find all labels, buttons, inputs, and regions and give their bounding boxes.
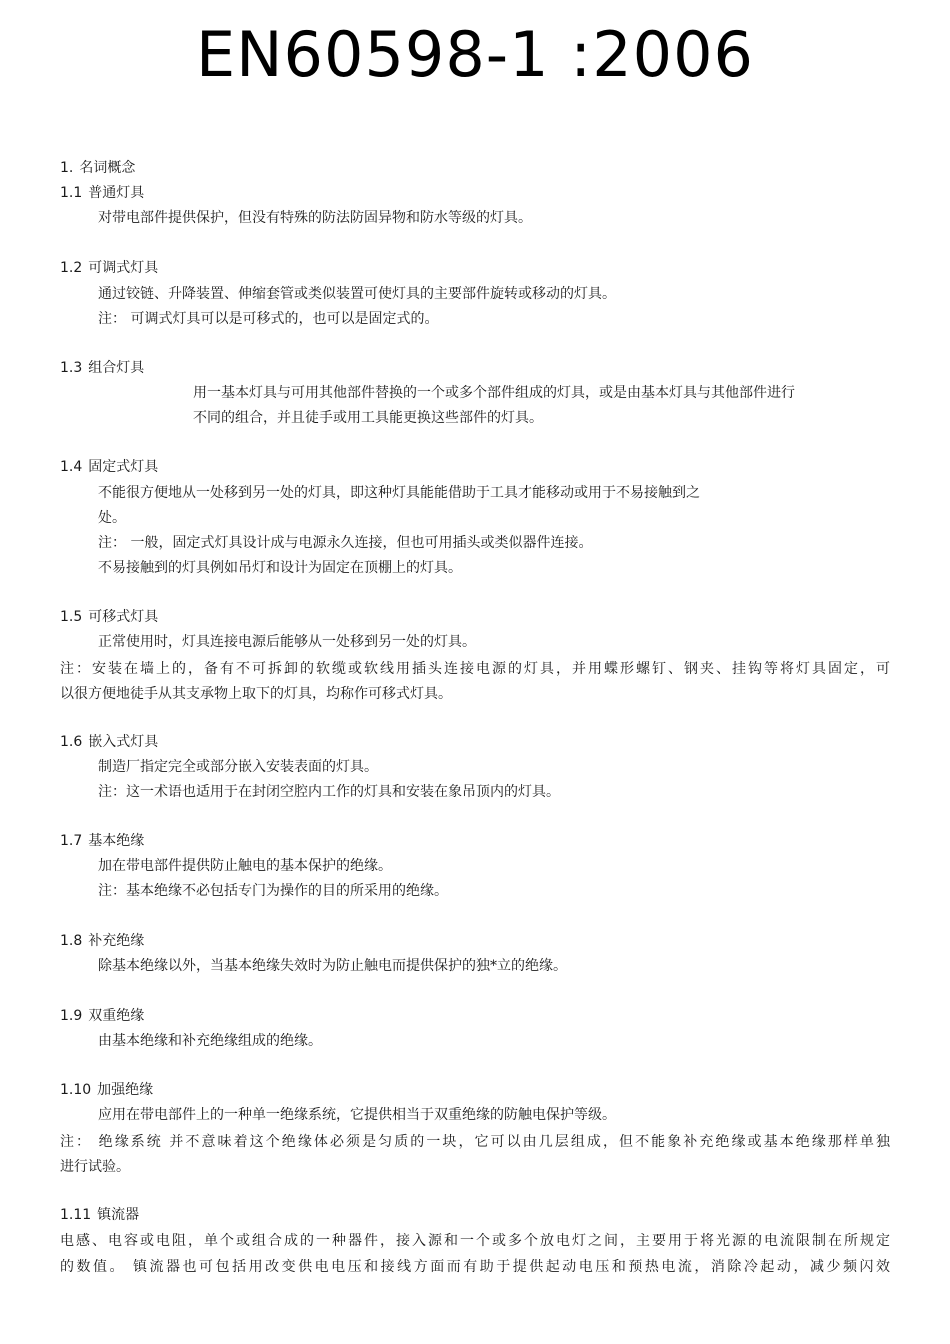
- item-heading-1-1: [60, 183, 144, 203]
- item-heading-1-2: [60, 258, 158, 278]
- definition-text: 制造厂指定完全或部分嵌入安装表面的灯具。: [98, 759, 378, 775]
- item-number: 1.7: [60, 833, 83, 849]
- definition-text: 处。: [98, 510, 126, 526]
- item-number: 1.4: [60, 459, 83, 475]
- item-label: 双重绝缘: [88, 1008, 145, 1024]
- item-label: 补充绝缘: [88, 933, 145, 949]
- note-text: 注： 绝缘系统 并不意味着这个绝缘体必须是匀质的一块，它可以由几层组成，但不能象补充绝缘或基本绝缘那样单独: [60, 1134, 890, 1150]
- item-number: 1.6: [60, 734, 83, 750]
- item-label: 加强绝缘: [97, 1082, 154, 1098]
- document-title: EN60598-1 :2006: [196, 18, 754, 91]
- item-label: 固定式灯具: [88, 459, 159, 475]
- item-label: 镇流器: [97, 1207, 140, 1223]
- item-heading-1-5: [60, 607, 158, 627]
- definition-text: 应用在带电部件上的一种单一绝缘系统，它提供相当于双重绝缘的防触电保护等级。: [98, 1107, 616, 1123]
- item-label: 可移式灯具: [88, 609, 159, 625]
- item-label: 嵌入式灯具: [88, 734, 159, 750]
- item-number: 1.5: [60, 609, 83, 625]
- section-heading: [60, 158, 135, 178]
- item-number: 1.8: [60, 933, 83, 949]
- definition-text: 除基本绝缘以外，当基本绝缘失效时为防止触电而提供保护的独*立的绝缘。: [98, 958, 567, 974]
- definition-text: 不能很方便地从一处移到另一处的灯具，即这种灯具能能借助于工具才能移动或用于不易接触到之: [98, 485, 700, 501]
- item-heading-1-3: [60, 358, 144, 378]
- definition-text: 电感、电容或电阻，单个或组合成的一种器件，接入源和一个或多个放电灯之间，主要用于将光源的电流限制在所规定: [60, 1233, 890, 1249]
- note-text: 进行试验。: [60, 1159, 130, 1175]
- note-text: 注： 一般，固定式灯具设计成与电源永久连接，但也可用插头或类似器件连接。: [98, 535, 593, 551]
- item-label: 组合灯具: [88, 360, 145, 376]
- note-text: 注： 可调式灯具可以是可移式的，也可以是固定式的。: [98, 311, 439, 327]
- definition-text: 对带电部件提供保护，但没有特殊的防法防固异物和防水等级的灯具。: [98, 210, 532, 226]
- definition-text: 由基本绝缘和补充绝缘组成的绝缘。: [98, 1033, 322, 1049]
- item-number: 1.11: [60, 1207, 92, 1223]
- item-number: 1.2: [60, 260, 83, 276]
- item-heading-1-9: [60, 1006, 144, 1026]
- item-number: 1.9: [60, 1008, 83, 1024]
- definition-text: 通过铰链、升降装置、伸缩套管或类似装置可使灯具的主要部件旋转或移动的灯具。: [98, 286, 616, 302]
- item-number: 1.3: [60, 360, 83, 376]
- note-text: 注：安装在墙上的，备有不可拆卸的软缆或软线用插头连接电源的灯具，并用蝶形螺钉、钢夹、挂钩等将灯具固定，可: [60, 661, 890, 677]
- definition-text: 不同的组合，并且徒手或用工具能更换这些部件的灯具。: [193, 410, 543, 426]
- item-heading-1-4: [60, 457, 158, 477]
- item-heading-1-10: [60, 1080, 153, 1100]
- section-label: 名词概念: [79, 160, 136, 176]
- definition-text: 用一基本灯具与可用其他部件替换的一个或多个部件组成的灯具，或是由基本灯具与其他部件进行: [193, 385, 795, 401]
- item-heading-1-6: [60, 732, 158, 752]
- definition-text: 正常使用时，灯具连接电源后能够从一处移到另一处的灯具。: [98, 634, 476, 650]
- item-label: 可调式灯具: [88, 260, 159, 276]
- note-text: 以很方便地徒手从其支承物上取下的灯具，均称作可移式灯具。: [60, 686, 452, 702]
- note-text: 注：这一术语也适用于在封闭空腔内工作的灯具和安装在象吊顶内的灯具。: [98, 784, 560, 800]
- item-label: 普通灯具: [88, 185, 145, 201]
- item-number: 1.1: [60, 185, 83, 201]
- item-heading-1-11: [60, 1205, 139, 1225]
- definition-text: 加在带电部件提供防止触电的基本保护的绝缘。: [98, 858, 392, 874]
- note-text: 注：基本绝缘不必包括专门为操作的目的所采用的绝缘。: [98, 883, 448, 899]
- item-label: 基本绝缘: [88, 833, 145, 849]
- note-text: 不易接触到的灯具例如吊灯和设计为固定在顶棚上的灯具。: [98, 560, 462, 576]
- item-heading-1-7: [60, 831, 144, 851]
- item-number: 1.10: [60, 1082, 92, 1098]
- section-number: 1.: [60, 160, 74, 176]
- definition-text: 的数值。 镇流器也可包括用改变供电电压和接线方面而有助于提供起动电压和预热电流，消除冷起动，减少频闪效: [60, 1259, 890, 1275]
- item-heading-1-8: [60, 931, 144, 951]
